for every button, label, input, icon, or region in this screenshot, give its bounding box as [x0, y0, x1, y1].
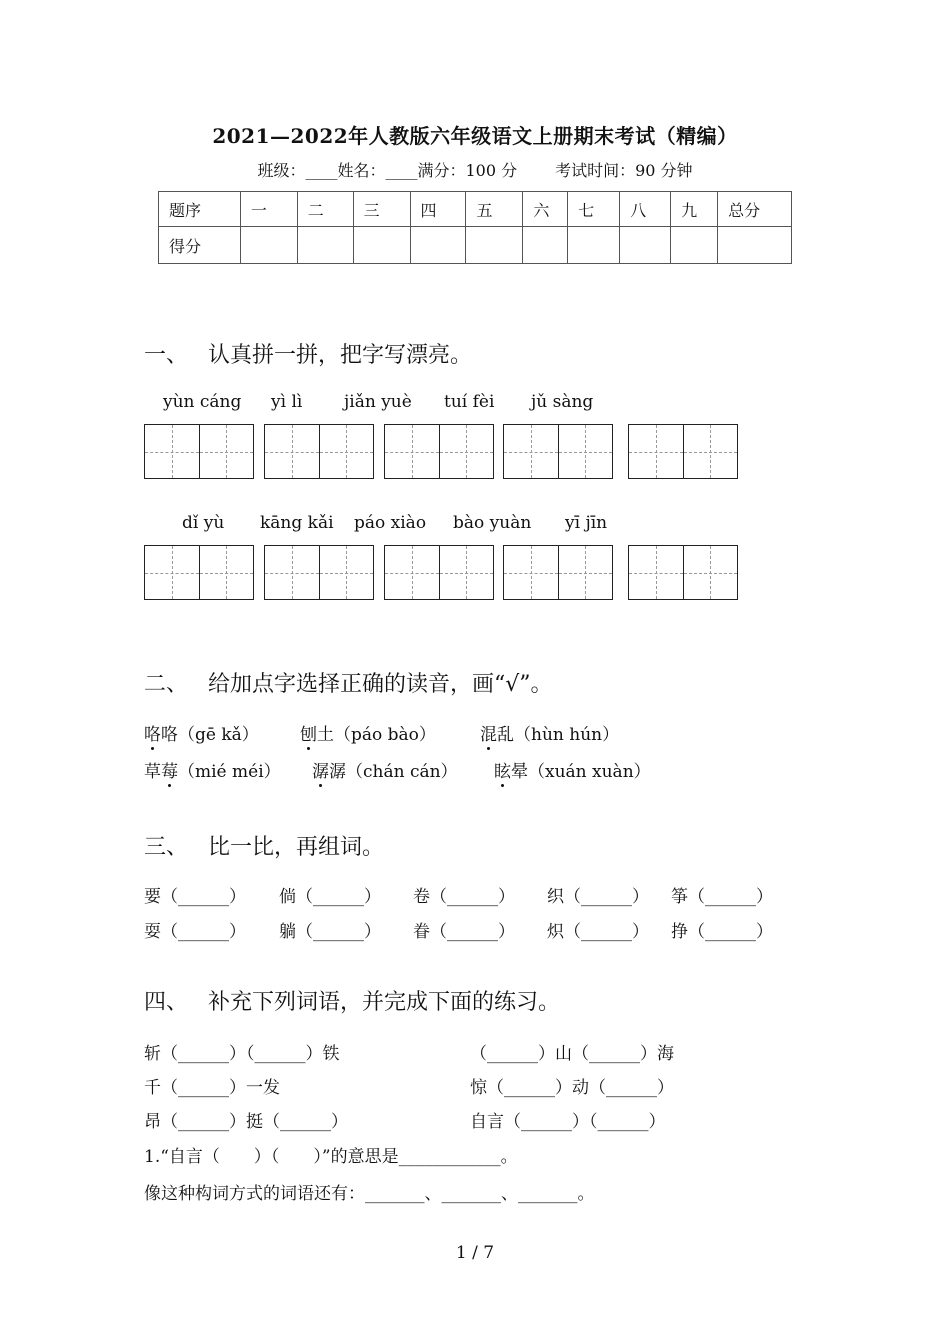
pinyin-label: bào yuàn: [453, 513, 532, 533]
writing-grid[interactable]: [144, 545, 254, 600]
pinyin-label: yī jīn: [565, 513, 608, 533]
writing-grid[interactable]: [628, 545, 738, 600]
score-cell[interactable]: [410, 227, 466, 264]
table-header-cell: 四: [410, 192, 466, 227]
writing-grid[interactable]: [628, 424, 738, 479]
dotted-char: 混: [480, 720, 497, 745]
writing-grid[interactable]: [384, 424, 494, 479]
item-prefix: 草: [144, 762, 161, 782]
pinyin-label: yùn cáng: [163, 392, 242, 412]
score-cell[interactable]: [466, 227, 523, 264]
idiom-blank[interactable]: 自言（______）（______）: [470, 1112, 666, 1132]
pronunciation-item[interactable]: [144, 720, 259, 745]
dotted-char: 刨: [300, 720, 317, 745]
section-4-heading: [144, 985, 560, 1016]
word-blank[interactable]: 织（______）: [547, 887, 649, 907]
item-text: 咯（gē kǎ）: [161, 725, 259, 745]
pinyin-label: tuí fèi: [444, 392, 495, 412]
page-title: 2021—2022年人教版六年级语文上册期末考试（精编）: [212, 124, 738, 148]
writing-grid[interactable]: [264, 424, 374, 479]
section-title: 比一比，再组词。: [208, 835, 385, 860]
score-table: [158, 191, 792, 264]
dotted-char: 咯: [144, 720, 161, 745]
word-blank[interactable]: 卷（______）: [413, 887, 515, 907]
idiom-blank[interactable]: 惊（______）动（______）: [470, 1078, 674, 1098]
word-blank[interactable]: 挣（______）: [671, 922, 773, 942]
score-cell[interactable]: [353, 227, 410, 264]
score-cell[interactable]: [297, 227, 353, 264]
pinyin-label: jiǎn yuè: [344, 392, 412, 412]
section-number: 三、: [144, 835, 189, 860]
score-cell[interactable]: [523, 227, 568, 264]
dotted-char: 莓: [161, 757, 178, 782]
table-header-cell: 五: [466, 192, 523, 227]
pinyin-label: jǔ sàng: [531, 392, 594, 412]
question-1[interactable]: 1.“自言（ ）（ ）”的意思是____________。: [144, 1147, 518, 1167]
score-row-label: 得分: [159, 227, 241, 264]
table-header-cell: 三: [353, 192, 410, 227]
pinyin-label: páo xiào: [354, 513, 427, 533]
item-text: 晕（xuán xuàn）: [511, 762, 651, 782]
item-text: （mié méi）: [178, 762, 281, 782]
score-cell[interactable]: [240, 227, 297, 264]
word-blank[interactable]: 倘（______）: [279, 887, 381, 907]
table-header-cell: 总分: [718, 192, 792, 227]
idiom-blank[interactable]: 斩（______）（______）铁: [144, 1044, 340, 1064]
page-number: 1 / 7: [455, 1243, 495, 1263]
dotted-char: 潺: [312, 757, 329, 782]
word-blank[interactable]: 耍（______）: [144, 922, 246, 942]
score-table-score-row: [159, 227, 792, 264]
pinyin-label: kāng kǎi: [260, 513, 334, 533]
score-cell[interactable]: [568, 227, 620, 264]
item-text: 乱（hùn hún）: [497, 725, 620, 745]
section-number: 四、: [144, 990, 189, 1015]
word-blank[interactable]: 炽（______）: [547, 922, 649, 942]
score-cell[interactable]: [671, 227, 718, 264]
pinyin-label: yì lì: [271, 392, 303, 412]
writing-grid[interactable]: [264, 545, 374, 600]
pronunciation-item[interactable]: [300, 720, 436, 745]
pronunciation-item[interactable]: [494, 757, 651, 782]
score-cell[interactable]: [620, 227, 671, 264]
class-name-score-label: 班级：____姓名：____满分：100 分: [257, 161, 518, 180]
section-title: 给加点字选择正确的读音，画“√”。: [208, 672, 553, 697]
table-header-cell: 九: [671, 192, 718, 227]
pronunciation-item[interactable]: [312, 757, 458, 782]
section-1-heading: [144, 338, 472, 369]
section-title: 认真拼一拼，把字写漂亮。: [208, 343, 473, 368]
table-header-cell: 八: [620, 192, 671, 227]
section-2-heading: [144, 667, 553, 698]
table-header-cell: 二: [297, 192, 353, 227]
item-text: 土（páo bào）: [317, 725, 436, 745]
score-cell[interactable]: [718, 227, 792, 264]
table-header-cell: 题序: [159, 192, 241, 227]
score-table-header-row: [159, 192, 792, 227]
idiom-blank[interactable]: 昂（______）挺（______）: [144, 1112, 348, 1132]
item-text: 潺（chán cán）: [329, 762, 458, 782]
section-number: 一、: [144, 343, 189, 368]
writing-grid[interactable]: [144, 424, 254, 479]
dotted-char: 眩: [494, 757, 511, 782]
table-header-cell: 六: [523, 192, 568, 227]
table-header-cell: 七: [568, 192, 620, 227]
writing-grid[interactable]: [503, 545, 613, 600]
pinyin-label: dǐ yù: [182, 513, 225, 533]
writing-grid[interactable]: [384, 545, 494, 600]
word-blank[interactable]: 躺（______）: [279, 922, 381, 942]
section-3-heading: [144, 830, 384, 861]
exam-time-label: 考试时间：90 分钟: [555, 161, 693, 180]
question-1-followup[interactable]: 像这种构词方式的词语还有：_______、_______、_______。: [144, 1184, 595, 1204]
section-title: 补充下列词语，并完成下面的练习。: [208, 990, 561, 1015]
table-header-cell: 一: [240, 192, 297, 227]
section-number: 二、: [144, 672, 189, 697]
word-blank[interactable]: 眷（______）: [413, 922, 515, 942]
idiom-blank[interactable]: 千（______）一发: [144, 1078, 280, 1098]
writing-grid[interactable]: [503, 424, 613, 479]
pronunciation-item[interactable]: [480, 720, 619, 745]
pronunciation-item[interactable]: [144, 757, 281, 782]
idiom-blank[interactable]: （______）山（______）海: [470, 1044, 674, 1064]
word-blank[interactable]: 要（______）: [144, 887, 246, 907]
word-blank[interactable]: 筝（______）: [671, 887, 773, 907]
exam-info: [0, 158, 950, 181]
